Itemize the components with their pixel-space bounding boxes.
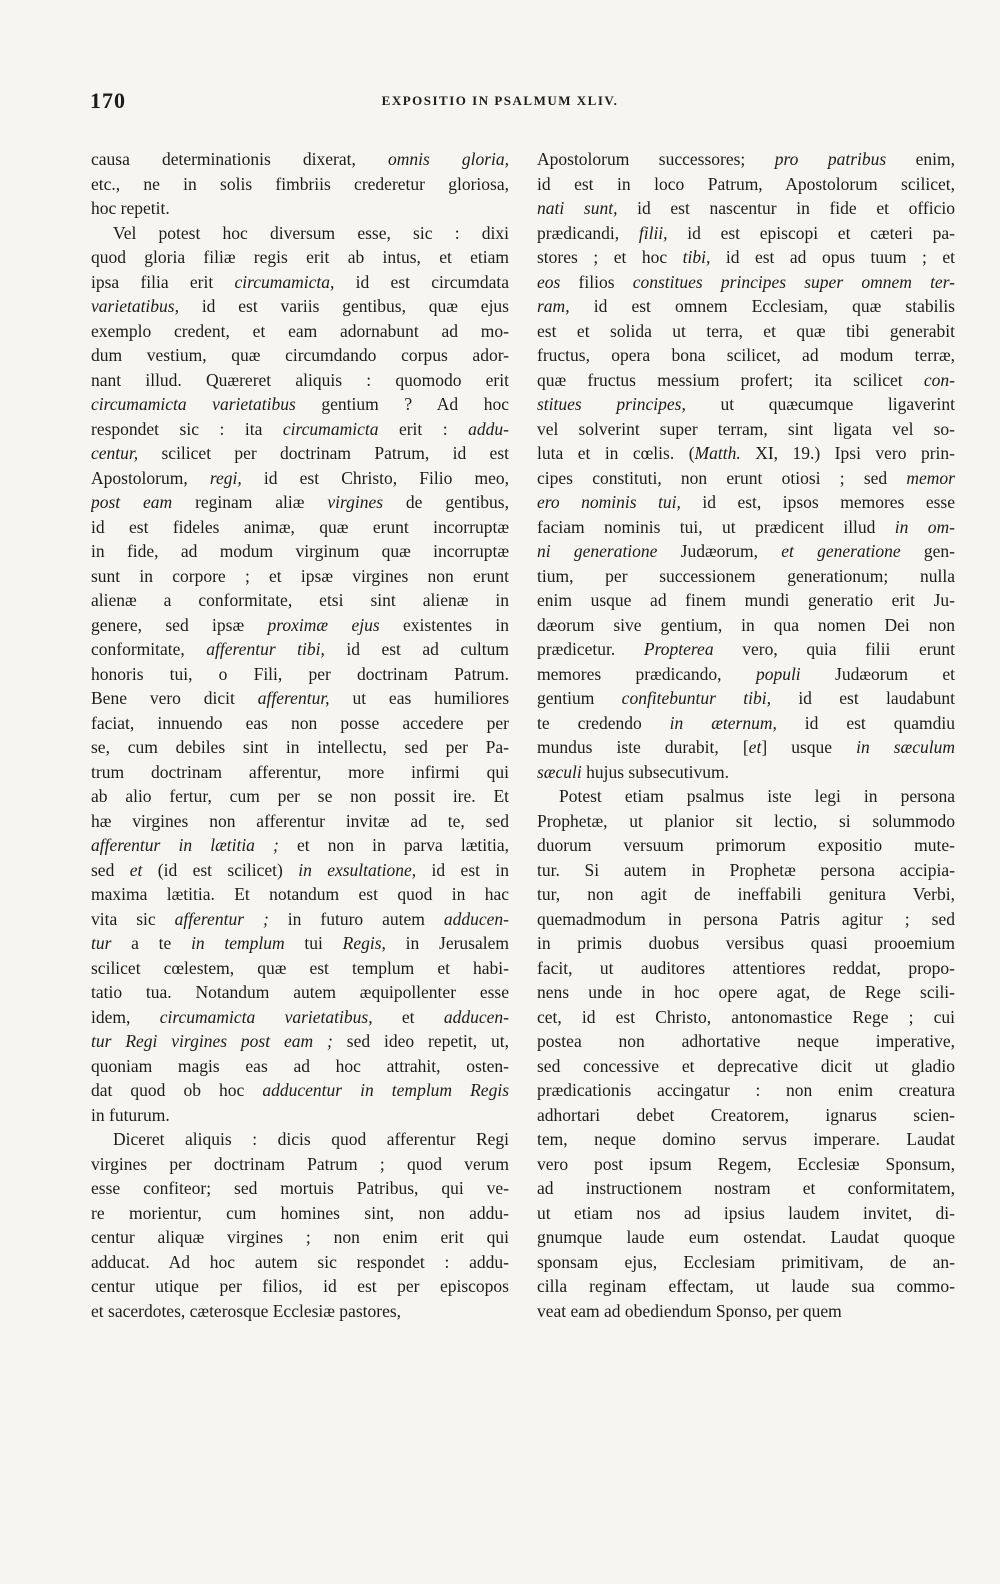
text-line: [537, 833, 955, 858]
text-line: [91, 515, 509, 540]
text-segment: et sacerdotes, cæterosque Ecclesiæ pastores,: [91, 1300, 402, 1321]
text-line: [537, 858, 955, 883]
text-line: [537, 980, 955, 1005]
text-line: [537, 882, 955, 907]
text-line: [537, 343, 955, 368]
text-segment: id est quamdiu: [776, 712, 955, 733]
text-line: [91, 1176, 509, 1201]
text-line: [537, 1274, 955, 1299]
text-line: [537, 564, 955, 589]
text-segment: postea non adhortative neque imperative,: [537, 1031, 955, 1051]
text-segment: ad instructionem nostram et conformitatem,: [537, 1178, 955, 1198]
text-line: [91, 1299, 509, 1324]
text-segment: Judæorum et: [800, 663, 955, 684]
text-segment: duorum versuum primorum expositio mute-: [537, 835, 955, 855]
text-line: [91, 1054, 509, 1079]
text-line: [537, 490, 955, 515]
text-line: [91, 539, 509, 564]
text-segment: prædicationis accingatur : non enim creatura: [537, 1080, 955, 1100]
italic-text: virgines: [327, 492, 384, 512]
running-title: EXPOSITIO IN PSALMUM XLIV.: [381, 93, 619, 108]
text-line: [537, 417, 955, 442]
italic-text: in æternum,: [669, 712, 777, 733]
text-line: [91, 1274, 509, 1299]
italic-text: circumamicta: [282, 418, 379, 439]
text-segment: dum vestium, quæ circumdando corpus ador-: [91, 345, 509, 365]
text-line: [91, 1127, 509, 1152]
text-segment: tui: [284, 933, 343, 953]
italic-text: regi,: [209, 467, 242, 488]
text-line: [91, 1078, 509, 1103]
text-line: [537, 784, 955, 809]
text-segment: hæ virgines non afferentur invitæ ad te, sed: [91, 810, 509, 831]
italic-text: centur,: [91, 443, 139, 463]
text-segment: dat quod ob hoc: [91, 1080, 263, 1100]
text-line: [537, 1103, 955, 1128]
text-segment: sed: [91, 859, 130, 880]
text-line: [537, 637, 955, 662]
text-line: [91, 147, 509, 172]
italic-text: tur: [91, 933, 112, 953]
text-line: [91, 368, 509, 393]
text-segment: de gentibus,: [383, 492, 509, 512]
text-segment: prædicandi,: [537, 222, 639, 243]
text-segment: ut quæcumque ligaverint: [685, 394, 955, 414]
text-line: [537, 662, 955, 687]
italic-text: ram,: [537, 296, 570, 316]
italic-text: ero nominis tui,: [537, 492, 681, 512]
text-segment: id est circumdata: [334, 271, 509, 292]
text-segment: idem,: [91, 1006, 160, 1027]
text-segment: erit :: [378, 418, 469, 439]
text-segment: id est, ipsos memores esse: [680, 492, 955, 512]
text-segment: id est nascentur in fide et officio: [617, 198, 955, 218]
text-segment: etc., ne in solis fimbriis crederetur gloriosa,: [91, 173, 509, 194]
text-line: [91, 1201, 509, 1226]
text-segment: in primis duobus versibus quasi prooemium: [537, 933, 955, 953]
text-segment: cet, id est Christo, antonomastice Rege ; cui: [537, 1006, 955, 1027]
text-line: [91, 294, 509, 319]
text-line: [537, 686, 955, 711]
text-line: [91, 417, 509, 442]
text-segment: Judæorum,: [657, 541, 782, 561]
italic-text: memor: [906, 467, 955, 488]
text-segment: (id est scilicet): [142, 859, 299, 880]
text-line: [91, 858, 509, 883]
text-line: [91, 784, 509, 809]
text-line: [537, 1152, 955, 1177]
italic-text: in templum: [191, 933, 285, 953]
text-line: [537, 1250, 955, 1275]
italic-text: proximæ ejus: [267, 614, 380, 635]
text-segment: quod gloria filiæ regis erit ab intus, et etiam: [91, 247, 509, 267]
text-segment: se, cum debiles sint in intellectu, sed per Pa-: [91, 737, 509, 757]
text-segment: gentium ? Ad hoc: [295, 394, 509, 414]
text-segment: hoc repetit.: [91, 198, 170, 218]
text-segment: centur utique per filios, id est per episcopos: [91, 1276, 509, 1296]
italic-text: adducen-: [443, 1006, 509, 1027]
text-segment: sponsam ejus, Ecclesiam primitivam, de an-: [537, 1251, 955, 1272]
text-segment: gen-: [900, 541, 955, 561]
text-segment: scilicet per doctrinam Patrum, id est: [138, 443, 509, 463]
text-segment: et: [372, 1006, 444, 1027]
text-segment: vita sic: [91, 908, 175, 929]
text-segment: mundus iste durabit, [: [537, 737, 749, 757]
text-segment: id est ad opus tuum ; et: [710, 247, 955, 267]
italic-text: tur Regi virgines post eam ;: [91, 1031, 333, 1051]
text-line: [537, 270, 955, 295]
text-line: [91, 1005, 509, 1030]
text-segment: facit, ut auditores attentiores reddat, propo-: [537, 957, 955, 978]
text-line: [537, 1299, 955, 1324]
text-line: [91, 1225, 509, 1250]
text-segment: est et solida ut terra, et quæ tibi generabit: [537, 320, 955, 341]
text-segment: gentium: [537, 688, 622, 708]
text-segment: quoniam magis eas ad hoc attrahit, osten-: [91, 1055, 509, 1076]
text-line: [91, 1250, 509, 1275]
italic-text: post eam: [91, 492, 173, 512]
text-segment: hujus subsecutivum.: [581, 761, 730, 782]
italic-text: adducentur in templum Regis: [262, 1080, 509, 1100]
text-segment: enim usque ad finem mundi generatio erit Ju-: [537, 590, 955, 610]
text-line: [91, 711, 509, 736]
text-segment: luta et in cœlis. (: [537, 443, 695, 463]
text-segment: honoris tui, o Fili, per doctrinam Patrum.: [91, 663, 509, 684]
text-segment: Prophetæ, ut planior sit lectio, si solummodo: [537, 810, 955, 831]
text-line: [537, 515, 955, 540]
italic-text: populi: [755, 663, 801, 684]
text-segment: reginam aliæ: [172, 492, 328, 512]
text-line: [91, 735, 509, 760]
text-segment: id est Christo, Filio meo,: [241, 467, 509, 488]
italic-text: circumamicta,: [234, 271, 335, 292]
text-segment: maxima lætitia. Et notandum est quod in hac: [91, 884, 509, 904]
text-segment: alienæ a conformitate, etsi sint alienæ in: [91, 590, 509, 610]
text-line: [537, 931, 955, 956]
text-segment: XI, 19.) Ipsi vero prin-: [740, 443, 955, 463]
text-line: [537, 196, 955, 221]
text-segment: in fide, ad modum virginum quæ incorruptæ: [91, 541, 509, 561]
text-line: [537, 147, 955, 172]
text-segment: Diceret aliquis : dicis quod afferentur Regi: [113, 1129, 509, 1149]
italic-text: in om-: [894, 516, 955, 537]
text-line: [91, 441, 509, 466]
text-segment: fructus, opera bona scilicet, ad modum terræ,: [537, 345, 955, 365]
text-segment: ut etiam nos ad ipsius laudem invitet, di-: [537, 1202, 955, 1223]
text-segment: vero, quia filii erunt: [713, 639, 955, 659]
text-segment: virgines per doctrinam Patrum ; quod verum: [91, 1153, 509, 1174]
text-segment: cilla reginam effectam, ut laude sua commo-: [537, 1276, 955, 1296]
text-segment: id est episcopi et cæteri pa-: [667, 222, 955, 243]
italic-text: constitues principes super omnem ter-: [632, 271, 955, 292]
italic-text: Propterea: [643, 639, 714, 659]
text-segment: id est laudabunt: [771, 688, 955, 708]
text-line: [537, 1078, 955, 1103]
text-line: [537, 294, 955, 319]
text-segment: ] usque: [761, 737, 857, 757]
text-segment: te credendo: [537, 712, 670, 733]
text-line: [91, 833, 509, 858]
text-segment: id est fideles animæ, quæ erunt incorruptæ: [91, 516, 509, 537]
text-line: [537, 809, 955, 834]
text-segment: genere, sed ipsæ: [91, 614, 268, 635]
text-segment: id est in: [416, 859, 509, 880]
text-segment: adducat. Ad hoc autem sic respondet : addu-: [91, 1251, 509, 1272]
text-line: [537, 368, 955, 393]
text-segment: tem, neque domino servus imperare. Laudat: [537, 1129, 955, 1149]
text-line: [537, 1176, 955, 1201]
text-line: [537, 1201, 955, 1226]
text-segment: id est in loco Patrum, Apostolorum scilicet,: [537, 173, 955, 194]
text-segment: in futurum.: [91, 1104, 170, 1125]
text-line: [91, 319, 509, 344]
text-line: [91, 637, 509, 662]
text-line: [91, 760, 509, 785]
text-segment: quæ fructus messium profert; ita scilicet: [537, 369, 924, 390]
right-text-column: [537, 147, 955, 1387]
text-segment: faciat, innuendo eas non posse accedere per: [91, 712, 509, 733]
text-line: [91, 1152, 509, 1177]
text-segment: causa determinationis dixerat,: [91, 149, 388, 169]
text-line: [91, 245, 509, 270]
text-segment: sed concessive et deprecative dicit ut gladio: [537, 1055, 955, 1076]
text-line: [91, 564, 509, 589]
italic-text: et: [748, 737, 762, 757]
text-segment: Apostolorum,: [91, 467, 210, 488]
text-segment: dæorum sive gentium, in qua nomen Dei non: [537, 614, 955, 635]
text-segment: Potest etiam psalmus iste legi in persona: [559, 786, 955, 806]
text-line: [91, 686, 509, 711]
italic-text: circumamicta varietatibus: [91, 394, 296, 414]
text-segment: quemadmodum in persona Patris agitur ; sed: [537, 908, 955, 929]
text-segment: faciam nominis tui, ut prædicent illud: [537, 516, 895, 537]
text-line: [91, 809, 509, 834]
text-line: [537, 392, 955, 417]
page-header: [90, 88, 910, 118]
italic-text: varietatibus,: [91, 296, 179, 316]
text-line: [91, 662, 509, 687]
text-line: [91, 931, 509, 956]
page-number: 170: [90, 88, 126, 113]
text-line: [537, 539, 955, 564]
text-segment: stores ; et hoc: [537, 247, 683, 267]
italic-text: tibi,: [682, 247, 711, 267]
text-line: [91, 196, 509, 221]
italic-text: addu-: [468, 418, 509, 439]
italic-text: ni generatione: [537, 541, 658, 561]
text-line: [91, 588, 509, 613]
text-line: [537, 760, 955, 785]
text-line: [537, 172, 955, 197]
text-segment: cipes constituti, non erunt otiosi ; sed: [537, 467, 907, 488]
text-segment: tium, per successionem generationum; nulla: [537, 565, 955, 586]
italic-text: Matth.: [694, 443, 741, 463]
text-line: [537, 441, 955, 466]
text-line: [537, 1127, 955, 1152]
text-line: [537, 1054, 955, 1079]
text-segment: prædicetur.: [537, 639, 644, 659]
text-segment: vero post ipsum Regem, Ecclesiæ Sponsum,: [537, 1153, 955, 1174]
text-segment: ut eas humiliores: [329, 688, 509, 708]
text-segment: trum doctrinam afferentur, more infirmi qui: [91, 761, 509, 782]
text-line: [91, 1103, 509, 1128]
text-line: [91, 907, 509, 932]
text-segment: adhortari debet Creatorem, ignarus scien-: [537, 1104, 955, 1125]
text-line: [537, 466, 955, 491]
text-segment: sunt in corpore ; et ipsæ virgines non erunt: [91, 565, 509, 586]
text-segment: id est ad cultum: [324, 639, 509, 659]
text-line: [91, 882, 509, 907]
text-line: [537, 956, 955, 981]
italic-text: Regis,: [342, 933, 386, 953]
italic-text: stitues principes,: [537, 394, 686, 414]
text-line: [91, 980, 509, 1005]
text-segment: ab alio fertur, cum per se non possit ire. Et: [91, 786, 509, 806]
text-segment: enim,: [886, 149, 955, 169]
text-segment: re morientur, cum homines sint, non addu-: [91, 1202, 509, 1223]
text-segment: esse confiteor; sed mortuis Patribus, qui ve-: [91, 1178, 509, 1198]
text-segment: gnumque laude eum ostendat. Laudat quoque: [537, 1227, 955, 1247]
italic-text: afferentur,: [257, 688, 330, 708]
text-segment: Vel potest hoc diversum esse, sic : dixi: [113, 222, 509, 243]
text-line: [91, 613, 509, 638]
italic-text: afferentur ;: [174, 908, 269, 929]
italic-text: eos: [537, 271, 561, 292]
text-segment: memores prædicando,: [537, 663, 756, 684]
text-line: [91, 490, 509, 515]
text-line: [91, 343, 509, 368]
text-segment: a te: [111, 933, 192, 953]
text-line: [91, 172, 509, 197]
text-line: [537, 735, 955, 760]
text-segment: nant illud. Quæreret aliquis : quomodo erit: [91, 369, 509, 390]
italic-text: nati sunt,: [537, 198, 618, 218]
text-line: [537, 245, 955, 270]
text-line: [91, 1029, 509, 1054]
italic-text: filii,: [638, 222, 668, 243]
left-text-column: [91, 147, 509, 1387]
text-segment: conformitate,: [91, 639, 207, 659]
text-segment: filios: [560, 271, 633, 292]
text-segment: id est omnem Ecclesiam, quæ stabilis: [569, 296, 955, 316]
text-segment: tur, non agit de ineffabili genitura Verbi,: [537, 884, 955, 904]
text-segment: veat eam ad obediendum Sponso, per quem: [537, 1300, 842, 1321]
italic-text: et generatione: [781, 541, 901, 561]
text-line: [537, 711, 955, 736]
text-line: [91, 466, 509, 491]
text-segment: exemplo credent, et eam adornabunt ad mo-: [91, 320, 509, 341]
text-segment: tatio tua. Notandum autem æquipollenter esse: [91, 982, 509, 1002]
italic-text: confitebuntur tibi,: [621, 688, 771, 708]
italic-text: adducen-: [443, 908, 509, 929]
text-line: [91, 392, 509, 417]
text-line: [537, 588, 955, 613]
italic-text: circumamicta varietatibus,: [159, 1006, 373, 1027]
text-segment: centur aliquæ virgines ; non enim erit qui: [91, 1227, 509, 1247]
italic-text: in exsultatione,: [298, 859, 417, 880]
text-line: [537, 907, 955, 932]
italic-text: omnis gloria,: [387, 149, 509, 169]
text-line: [537, 221, 955, 246]
text-line: [91, 270, 509, 295]
italic-text: in sæculum: [856, 737, 955, 757]
italic-text: afferentur tibi,: [206, 639, 325, 659]
italic-text: et: [129, 859, 143, 880]
italic-text: pro patribus: [774, 149, 887, 169]
text-segment: in futuro autem: [268, 908, 444, 929]
text-segment: ipsa filia erit: [91, 271, 235, 292]
text-segment: Bene vero dicit: [91, 688, 258, 708]
text-line: [537, 1005, 955, 1030]
text-segment: respondet sic : ita: [91, 418, 283, 439]
text-segment: scilicet cœlestem, quæ est templum et habi-: [91, 957, 509, 978]
italic-text: sæculi: [537, 761, 582, 782]
text-line: [91, 956, 509, 981]
text-line: [537, 613, 955, 638]
text-segment: et non in parva lætitia,: [278, 835, 509, 855]
text-segment: sed ideo repetit, ut,: [332, 1031, 509, 1051]
text-segment: id est variis gentibus, quæ ejus: [178, 296, 509, 316]
text-segment: tur. Si autem in Prophetæ persona accipia-: [537, 859, 955, 880]
text-segment: nens unde in hoc opere agat, de Rege scili-: [537, 982, 955, 1002]
text-segment: existentes in: [379, 614, 509, 635]
text-line: [537, 1029, 955, 1054]
text-line: [537, 1225, 955, 1250]
italic-text: con-: [923, 369, 955, 390]
text-segment: vel solverint super terram, sint ligata vel so-: [537, 418, 955, 439]
italic-text: afferentur in lætitia ;: [91, 835, 279, 855]
text-segment: Apostolorum successores;: [537, 149, 775, 169]
text-line: [91, 221, 509, 246]
text-segment: in Jerusalem: [385, 933, 509, 953]
text-line: [537, 319, 955, 344]
